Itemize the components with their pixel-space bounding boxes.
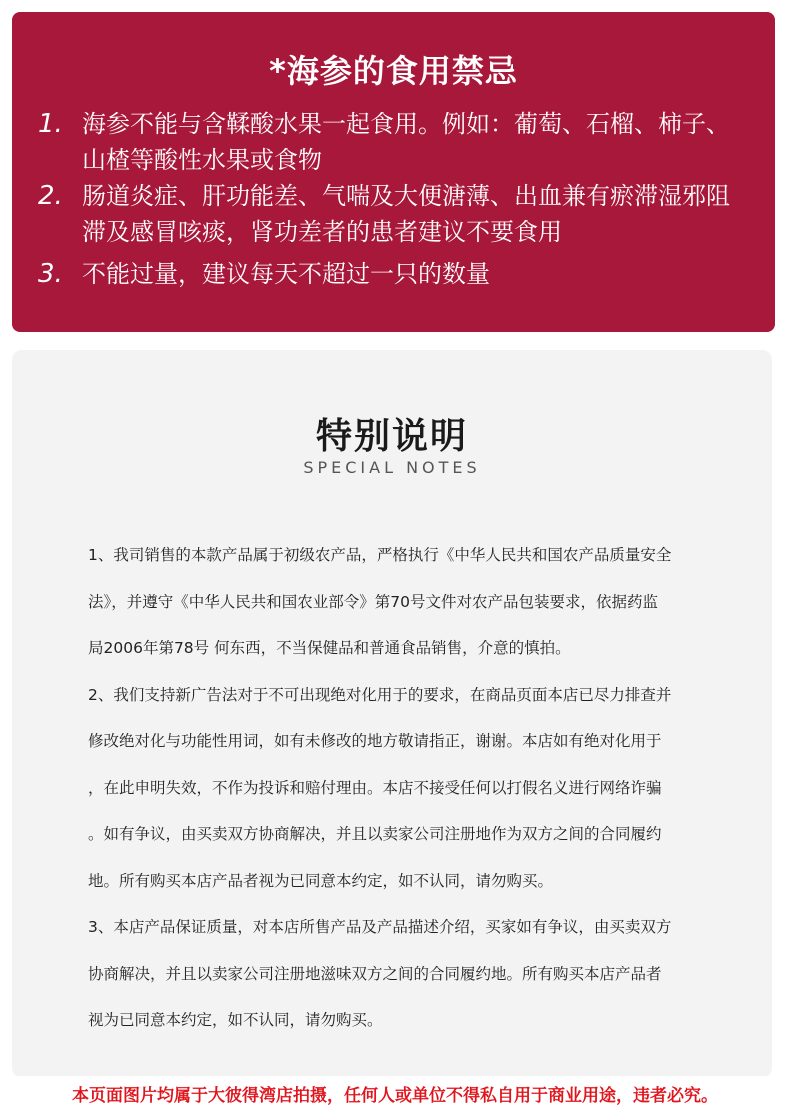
notes-line: ，在此申明失效，不作为投诉和赔付理由。本店不接受任何以打假名义进行网络诈骗 xyxy=(88,778,662,797)
notes-line: 视为已同意本约定，如不认同，请勿购买。 xyxy=(88,1011,383,1029)
taboo-item-line: 滞及感冒咳痰，肾功差者的患者建议不要食用 xyxy=(82,218,562,246)
special-notes-panel xyxy=(12,350,772,1078)
taboo-item-text xyxy=(82,256,755,292)
taboo-item-number: 1. xyxy=(38,109,63,139)
taboo-item-number: 2. xyxy=(38,181,63,211)
copyright-notice: 本页面图片均属于大彼得湾店拍摄，任何人或单位不得私自用于商业用途，违者必究。 xyxy=(0,1076,790,1118)
taboo-item-text xyxy=(82,106,755,178)
notes-line: 1、我司销售的本款产品属于初级农产品，严格执行《中华人民共和国农产品质量安全 xyxy=(88,546,672,564)
notes-line: 2、我们支持新广告法对于不可出现绝对化用于的要求，在商品页面本店已尽力排查并 xyxy=(88,685,672,704)
taboo-banner xyxy=(12,12,775,332)
taboo-item-text xyxy=(82,178,755,250)
notes-subtitle: SPECIAL NOTES xyxy=(303,458,481,477)
notes-line: 法》，并遵守《中华人民共和国农业部令》第70号文件对农产品包装要求，依据药监 xyxy=(88,592,658,611)
taboo-item-number: 3. xyxy=(38,259,63,289)
taboo-item-line: 山楂等酸性水果或食物 xyxy=(82,146,322,174)
notes-body xyxy=(88,532,728,1044)
notes-line: 修改绝对化与功能性用词，如有未修改的地方敬请指正，谢谢。本店如有绝对化用于 xyxy=(88,732,662,750)
notes-title: 特别说明 xyxy=(315,416,468,457)
taboo-title: *海参的食用禁忌 xyxy=(269,52,518,90)
taboo-item-line: 不能过量，建议每天不超过一只的数量 xyxy=(82,260,490,288)
notes-line: 局2006年第78号 何东西，不当保健品和普通食品销售，介意的慎拍。 xyxy=(88,639,571,657)
notes-line: 协商解决，并且以卖家公司注册地滋味双方之间的合同履约地。所有购买本店产品者 xyxy=(88,964,662,983)
taboo-item-line: 海参不能与含鞣酸水果一起食用。例如：葡萄、石榴、柿子、 xyxy=(82,110,730,138)
taboo-item-line: 肠道炎症、肝功能差、气喘及大便溏薄、出血兼有瘀滞湿邪阻 xyxy=(82,182,730,210)
notes-line: 3、本店产品保证质量，对本店所售产品及产品描述介绍，买家如有争议，由买卖双方 xyxy=(88,918,672,936)
notes-line: 。如有争议，由买卖双方协商解决，并且以卖家公司注册地作为双方之间的合同履约 xyxy=(88,825,662,843)
notes-line: 地。所有购买本店产品者视为已同意本约定，如不认同，请勿购买。 xyxy=(88,871,554,890)
